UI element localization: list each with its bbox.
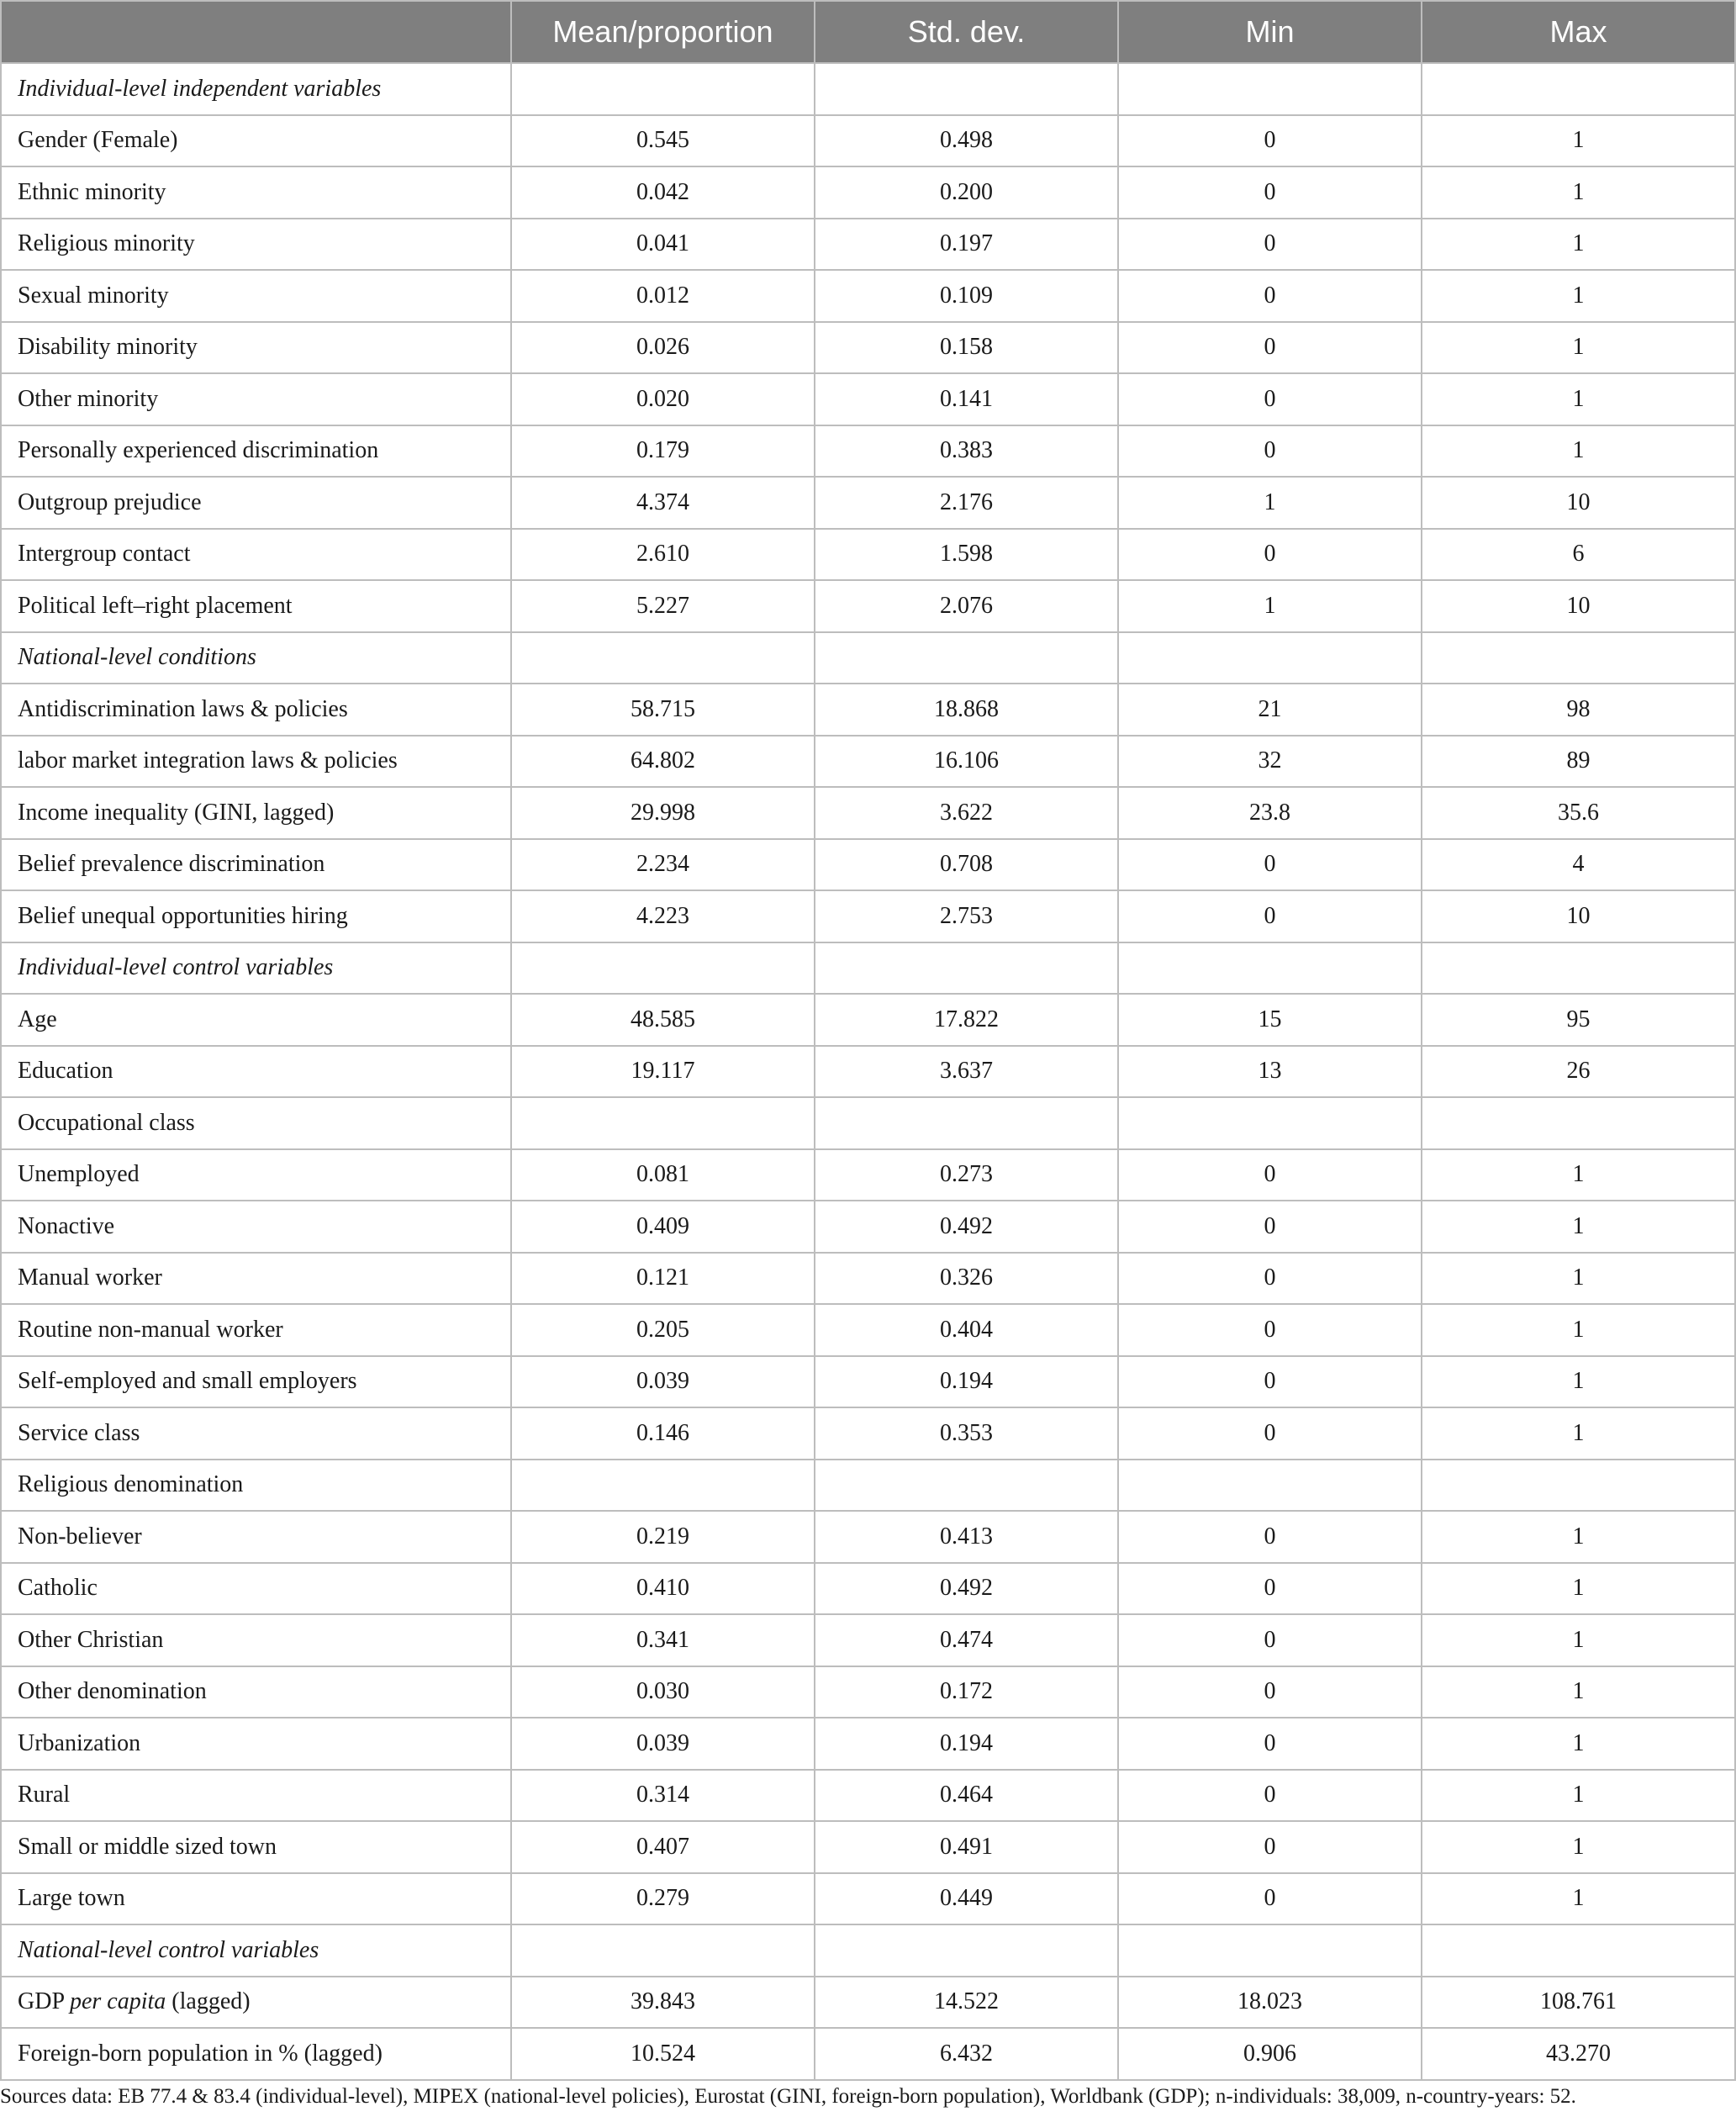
cell-mean-proportion — [511, 1097, 815, 1149]
table-row — [1, 219, 1735, 271]
cell-min: 0 — [1118, 1770, 1422, 1822]
row-label: Foreign-born population in % (lagged) — [1, 2028, 511, 2080]
row-label: Ethnic minority — [1, 166, 511, 219]
header-mean-proportion: Mean/proportion — [511, 1, 815, 63]
cell-std-dev — [815, 1924, 1118, 1977]
cell-std-dev: 6.432 — [815, 2028, 1118, 2080]
row-label: Sexual minority — [1, 270, 511, 322]
cell-mean-proportion — [511, 1460, 815, 1512]
cell-std-dev: 0.273 — [815, 1149, 1118, 1201]
table-row — [1, 373, 1735, 425]
table-row — [1, 477, 1735, 529]
cell-max — [1422, 1097, 1735, 1149]
row-label: Occupational class — [1, 1097, 511, 1149]
cell-max: 1 — [1422, 1304, 1735, 1356]
cell-max: 98 — [1422, 684, 1735, 736]
cell-std-dev: 0.383 — [815, 425, 1118, 478]
cell-min: 0 — [1118, 1614, 1422, 1666]
table-row — [1, 1356, 1735, 1408]
cell-std-dev: 0.109 — [815, 270, 1118, 322]
cell-mean-proportion: 10.524 — [511, 2028, 815, 2080]
cell-min: 0 — [1118, 1304, 1422, 1356]
cell-max: 1 — [1422, 1614, 1735, 1666]
row-label: Outgroup prejudice — [1, 477, 511, 529]
cell-std-dev: 16.106 — [815, 736, 1118, 788]
section-label: National-level control variables — [1, 1924, 511, 1977]
cell-max: 1 — [1422, 1821, 1735, 1873]
cell-max: 43.270 — [1422, 2028, 1735, 2080]
cell-min: 0 — [1118, 1253, 1422, 1305]
row-label: Income inequality (GINI, lagged) — [1, 787, 511, 839]
cell-std-dev: 0.492 — [815, 1201, 1118, 1253]
cell-std-dev: 2.176 — [815, 477, 1118, 529]
cell-max: 1 — [1422, 1253, 1735, 1305]
table-row — [1, 2028, 1735, 2080]
table-row — [1, 787, 1735, 839]
row-label: Age — [1, 994, 511, 1046]
table-row — [1, 1718, 1735, 1770]
cell-mean-proportion: 29.998 — [511, 787, 815, 839]
row-label: Urbanization — [1, 1718, 511, 1770]
cell-max: 1 — [1422, 219, 1735, 271]
table-row — [1, 425, 1735, 478]
cell-mean-proportion: 0.341 — [511, 1614, 815, 1666]
cell-min: 0 — [1118, 529, 1422, 581]
row-label-part: (lagged) — [166, 1988, 251, 2015]
cell-max: 1 — [1422, 115, 1735, 167]
row-label: Other minority — [1, 373, 511, 425]
row-label: labor market integration laws & policies — [1, 736, 511, 788]
cell-mean-proportion — [511, 63, 815, 115]
cell-mean-proportion: 19.117 — [511, 1046, 815, 1098]
cell-mean-proportion: 2.234 — [511, 839, 815, 891]
cell-mean-proportion: 0.205 — [511, 1304, 815, 1356]
row-label — [1, 1977, 511, 2029]
cell-max: 1 — [1422, 1718, 1735, 1770]
row-label: Nonactive — [1, 1201, 511, 1253]
cell-max: 1 — [1422, 1149, 1735, 1201]
table-row — [1, 1614, 1735, 1666]
cell-max: 95 — [1422, 994, 1735, 1046]
table-row — [1, 1460, 1735, 1512]
row-label-italic-part: per capita — [69, 1988, 166, 2015]
cell-std-dev: 0.141 — [815, 373, 1118, 425]
cell-mean-proportion — [511, 1924, 815, 1977]
cell-min: 0 — [1118, 1821, 1422, 1873]
section-header-row — [1, 632, 1735, 684]
row-label: Religious minority — [1, 219, 511, 271]
cell-max: 1 — [1422, 1201, 1735, 1253]
table-row — [1, 1304, 1735, 1356]
cell-std-dev: 0.708 — [815, 839, 1118, 891]
cell-mean-proportion: 0.039 — [511, 1718, 815, 1770]
row-label-part: GDP — [18, 1988, 70, 2015]
table-row — [1, 684, 1735, 736]
cell-mean-proportion: 0.030 — [511, 1666, 815, 1718]
row-label: Education — [1, 1046, 511, 1098]
row-label: Small or middle sized town — [1, 1821, 511, 1873]
cell-max — [1422, 942, 1735, 995]
cell-mean-proportion: 0.081 — [511, 1149, 815, 1201]
header-row — [1, 1, 1735, 63]
table-row — [1, 1977, 1735, 2029]
cell-std-dev: 0.491 — [815, 1821, 1118, 1873]
table-row — [1, 1873, 1735, 1925]
cell-std-dev: 0.492 — [815, 1563, 1118, 1615]
cell-mean-proportion: 0.219 — [511, 1511, 815, 1563]
row-label: Personally experienced discrimination — [1, 425, 511, 478]
table-row — [1, 115, 1735, 167]
cell-max: 89 — [1422, 736, 1735, 788]
table-row — [1, 839, 1735, 891]
cell-std-dev: 2.076 — [815, 580, 1118, 632]
cell-min — [1118, 632, 1422, 684]
cell-mean-proportion: 0.179 — [511, 425, 815, 478]
cell-min: 23.8 — [1118, 787, 1422, 839]
cell-min: 0 — [1118, 1666, 1422, 1718]
cell-min: 0 — [1118, 322, 1422, 374]
table-row — [1, 1563, 1735, 1615]
cell-max: 108.761 — [1422, 1977, 1735, 2029]
cell-min: 0 — [1118, 1511, 1422, 1563]
cell-max: 1 — [1422, 373, 1735, 425]
cell-std-dev: 0.172 — [815, 1666, 1118, 1718]
table-row — [1, 529, 1735, 581]
cell-min: 1 — [1118, 580, 1422, 632]
cell-max: 26 — [1422, 1046, 1735, 1098]
cell-std-dev: 3.637 — [815, 1046, 1118, 1098]
header-std-dev: Std. dev. — [815, 1, 1118, 63]
cell-min: 0.906 — [1118, 2028, 1422, 2080]
table-row — [1, 1821, 1735, 1873]
cell-mean-proportion: 2.610 — [511, 529, 815, 581]
cell-mean-proportion: 0.026 — [511, 322, 815, 374]
table-row — [1, 994, 1735, 1046]
cell-mean-proportion: 0.279 — [511, 1873, 815, 1925]
table-row — [1, 736, 1735, 788]
table-header — [1, 1, 1735, 63]
row-label: Belief prevalence discrimination — [1, 839, 511, 891]
cell-mean-proportion — [511, 942, 815, 995]
cell-max: 35.6 — [1422, 787, 1735, 839]
cell-std-dev: 0.449 — [815, 1873, 1118, 1925]
cell-min: 0 — [1118, 1563, 1422, 1615]
table-row — [1, 1666, 1735, 1718]
cell-min: 0 — [1118, 1356, 1422, 1408]
cell-max: 1 — [1422, 425, 1735, 478]
cell-mean-proportion: 0.039 — [511, 1356, 815, 1408]
row-label: Non-believer — [1, 1511, 511, 1563]
table-row — [1, 1149, 1735, 1201]
cell-std-dev — [815, 63, 1118, 115]
cell-max: 1 — [1422, 1563, 1735, 1615]
cell-mean-proportion: 48.585 — [511, 994, 815, 1046]
cell-min — [1118, 1924, 1422, 1977]
section-header-row — [1, 942, 1735, 995]
cell-mean-proportion: 5.227 — [511, 580, 815, 632]
cell-min: 0 — [1118, 166, 1422, 219]
cell-std-dev: 14.522 — [815, 1977, 1118, 2029]
cell-max: 10 — [1422, 477, 1735, 529]
cell-min — [1118, 942, 1422, 995]
cell-std-dev: 2.753 — [815, 890, 1118, 942]
cell-std-dev: 1.598 — [815, 529, 1118, 581]
row-label: Routine non-manual worker — [1, 1304, 511, 1356]
cell-max: 1 — [1422, 1511, 1735, 1563]
cell-std-dev: 0.194 — [815, 1718, 1118, 1770]
table-row — [1, 1253, 1735, 1305]
row-label: Disability minority — [1, 322, 511, 374]
cell-max: 1 — [1422, 1666, 1735, 1718]
section-header-row — [1, 1924, 1735, 1977]
cell-min: 15 — [1118, 994, 1422, 1046]
cell-mean-proportion: 4.374 — [511, 477, 815, 529]
cell-min: 0 — [1118, 1873, 1422, 1925]
row-label: Gender (Female) — [1, 115, 511, 167]
cell-min: 0 — [1118, 1149, 1422, 1201]
row-label: Political left–right placement — [1, 580, 511, 632]
table-row — [1, 1201, 1735, 1253]
cell-mean-proportion: 0.314 — [511, 1770, 815, 1822]
cell-max: 1 — [1422, 166, 1735, 219]
row-label: Other denomination — [1, 1666, 511, 1718]
cell-min: 32 — [1118, 736, 1422, 788]
cell-std-dev: 0.353 — [815, 1407, 1118, 1460]
header-min: Min — [1118, 1, 1422, 63]
cell-mean-proportion: 64.802 — [511, 736, 815, 788]
cell-max — [1422, 1460, 1735, 1512]
cell-std-dev: 0.498 — [815, 115, 1118, 167]
cell-min: 13 — [1118, 1046, 1422, 1098]
cell-mean-proportion: 0.545 — [511, 115, 815, 167]
cell-std-dev: 0.413 — [815, 1511, 1118, 1563]
table-row — [1, 890, 1735, 942]
cell-mean-proportion: 0.041 — [511, 219, 815, 271]
row-label: Unemployed — [1, 1149, 511, 1201]
row-label: Intergroup contact — [1, 529, 511, 581]
cell-min: 0 — [1118, 219, 1422, 271]
table-footnote: Sources data: EB 77.4 & 83.4 (individual-level), MIPEX (national-level policies), Eurostat (GINI, foreign-born population), Worldbank (GDP); n-individuals: 38,009, n-country-years: 52. — [0, 2085, 1576, 2108]
cell-std-dev: 0.404 — [815, 1304, 1118, 1356]
table-row — [1, 1046, 1735, 1098]
cell-mean-proportion: 0.410 — [511, 1563, 815, 1615]
cell-min: 0 — [1118, 890, 1422, 942]
cell-min: 0 — [1118, 1718, 1422, 1770]
cell-max: 6 — [1422, 529, 1735, 581]
cell-max — [1422, 63, 1735, 115]
table-body — [1, 63, 1735, 2080]
row-label: Antidiscrimination laws & policies — [1, 684, 511, 736]
cell-mean-proportion: 39.843 — [511, 1977, 815, 2029]
row-label: Religious denomination — [1, 1460, 511, 1512]
table-row — [1, 1511, 1735, 1563]
cell-max: 1 — [1422, 1770, 1735, 1822]
cell-std-dev — [815, 632, 1118, 684]
cell-std-dev: 0.200 — [815, 166, 1118, 219]
row-label: Catholic — [1, 1563, 511, 1615]
cell-mean-proportion: 0.407 — [511, 1821, 815, 1873]
row-label: Belief unequal opportunities hiring — [1, 890, 511, 942]
section-label: National-level conditions — [1, 632, 511, 684]
cell-std-dev — [815, 1460, 1118, 1512]
cell-std-dev: 0.464 — [815, 1770, 1118, 1822]
section-label: Individual-level independent variables — [1, 63, 511, 115]
cell-min: 1 — [1118, 477, 1422, 529]
cell-std-dev: 17.822 — [815, 994, 1118, 1046]
row-label: Service class — [1, 1407, 511, 1460]
row-label: Self-employed and small employers — [1, 1356, 511, 1408]
cell-min: 21 — [1118, 684, 1422, 736]
table-row — [1, 580, 1735, 632]
cell-std-dev: 0.474 — [815, 1614, 1118, 1666]
cell-mean-proportion: 58.715 — [511, 684, 815, 736]
cell-std-dev: 0.326 — [815, 1253, 1118, 1305]
header-variable — [1, 1, 511, 63]
section-label: Individual-level control variables — [1, 942, 511, 995]
row-label: Manual worker — [1, 1253, 511, 1305]
cell-max: 10 — [1422, 580, 1735, 632]
table-row — [1, 270, 1735, 322]
table-row — [1, 1770, 1735, 1822]
row-label: Large town — [1, 1873, 511, 1925]
cell-min: 0 — [1118, 270, 1422, 322]
table-row — [1, 166, 1735, 219]
section-header-row — [1, 63, 1735, 115]
cell-mean-proportion: 0.121 — [511, 1253, 815, 1305]
cell-max: 1 — [1422, 1407, 1735, 1460]
cell-std-dev: 0.197 — [815, 219, 1118, 271]
cell-mean-proportion: 0.042 — [511, 166, 815, 219]
table-row — [1, 322, 1735, 374]
cell-max: 10 — [1422, 890, 1735, 942]
cell-std-dev — [815, 1097, 1118, 1149]
table-row — [1, 1097, 1735, 1149]
cell-std-dev: 3.622 — [815, 787, 1118, 839]
cell-mean-proportion: 0.146 — [511, 1407, 815, 1460]
cell-min: 18.023 — [1118, 1977, 1422, 2029]
cell-std-dev: 0.194 — [815, 1356, 1118, 1408]
cell-max — [1422, 1924, 1735, 1977]
cell-max: 1 — [1422, 1873, 1735, 1925]
cell-min: 0 — [1118, 839, 1422, 891]
cell-mean-proportion: 0.020 — [511, 373, 815, 425]
cell-min: 0 — [1118, 115, 1422, 167]
cell-min: 0 — [1118, 1201, 1422, 1253]
cell-std-dev: 0.158 — [815, 322, 1118, 374]
cell-min — [1118, 1460, 1422, 1512]
cell-mean-proportion: 0.012 — [511, 270, 815, 322]
cell-std-dev: 18.868 — [815, 684, 1118, 736]
row-label: Other Christian — [1, 1614, 511, 1666]
cell-min — [1118, 1097, 1422, 1149]
cell-min — [1118, 63, 1422, 115]
cell-max: 4 — [1422, 839, 1735, 891]
cell-min: 0 — [1118, 373, 1422, 425]
cell-max: 1 — [1422, 1356, 1735, 1408]
cell-max — [1422, 632, 1735, 684]
cell-max: 1 — [1422, 270, 1735, 322]
cell-min: 0 — [1118, 425, 1422, 478]
cell-mean-proportion — [511, 632, 815, 684]
cell-std-dev — [815, 942, 1118, 995]
cell-mean-proportion: 0.409 — [511, 1201, 815, 1253]
cell-mean-proportion: 4.223 — [511, 890, 815, 942]
header-max: Max — [1422, 1, 1735, 63]
cell-max: 1 — [1422, 322, 1735, 374]
row-label: Rural — [1, 1770, 511, 1822]
table-row — [1, 1407, 1735, 1460]
cell-min: 0 — [1118, 1407, 1422, 1460]
